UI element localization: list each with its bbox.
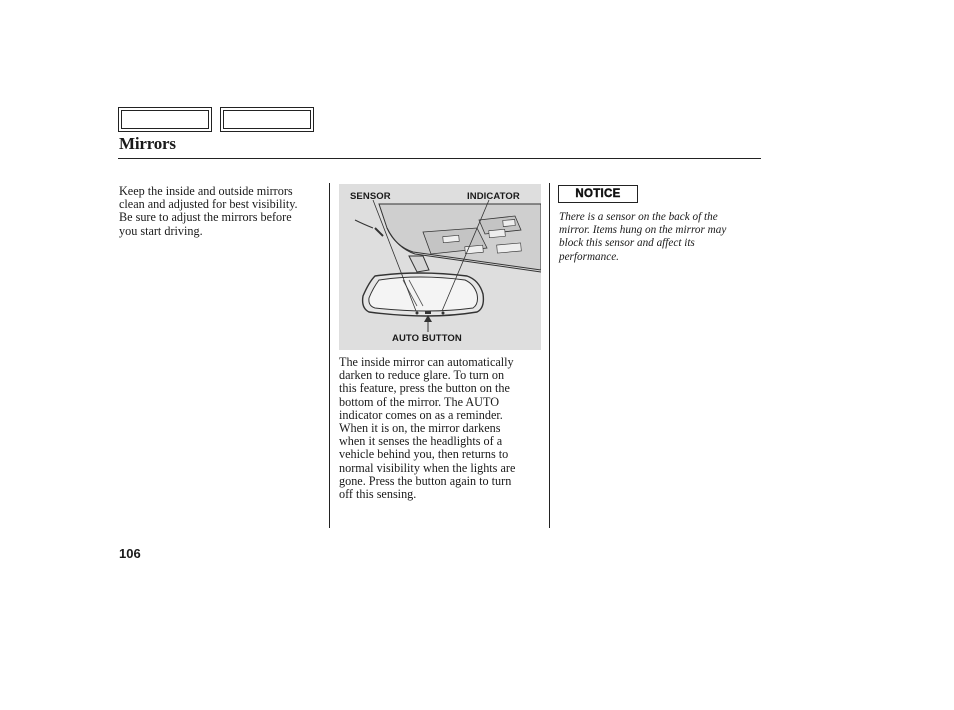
indicator-label: INDICATOR <box>467 191 520 202</box>
page-title: Mirrors <box>119 134 176 153</box>
nav-tab-box-2[interactable] <box>220 107 314 132</box>
sensor-label: SENSOR <box>350 191 391 202</box>
title-divider <box>118 158 761 159</box>
auto-dimming-paragraph: The inside mirror can automatically darken to reduce glare. To turn on this feature, press the button on the bottom of the mirror. The AUTO indicator comes on as a reminder. When it is on, the mirror darkens when it senses the headlights of a vehicle behind you, then returns to normal visibility when the lights are gone. Press the button again to turn off this sensing. <box>339 355 516 502</box>
intro-paragraph: Keep the inside and outside mirrors clean and adjusted for best visibility. Be sure to adjust the mirrors before you start driving. <box>119 184 298 238</box>
mirror-drawing-icon <box>339 184 541 350</box>
notice-badge-label: NOTICE <box>575 188 621 200</box>
notice-badge <box>558 185 638 203</box>
column-divider-1 <box>329 183 330 528</box>
nav-tab-box-1[interactable] <box>118 107 212 132</box>
column-divider-2 <box>549 183 550 528</box>
notice-text: There is a sensor on the back of the mirror. Items hung on the mirror may block this sensor and affect its performance. <box>559 211 727 263</box>
mirror-illustration <box>339 184 541 350</box>
auto-button-label: AUTO BUTTON <box>392 333 462 344</box>
page-number: 106 <box>119 546 141 561</box>
